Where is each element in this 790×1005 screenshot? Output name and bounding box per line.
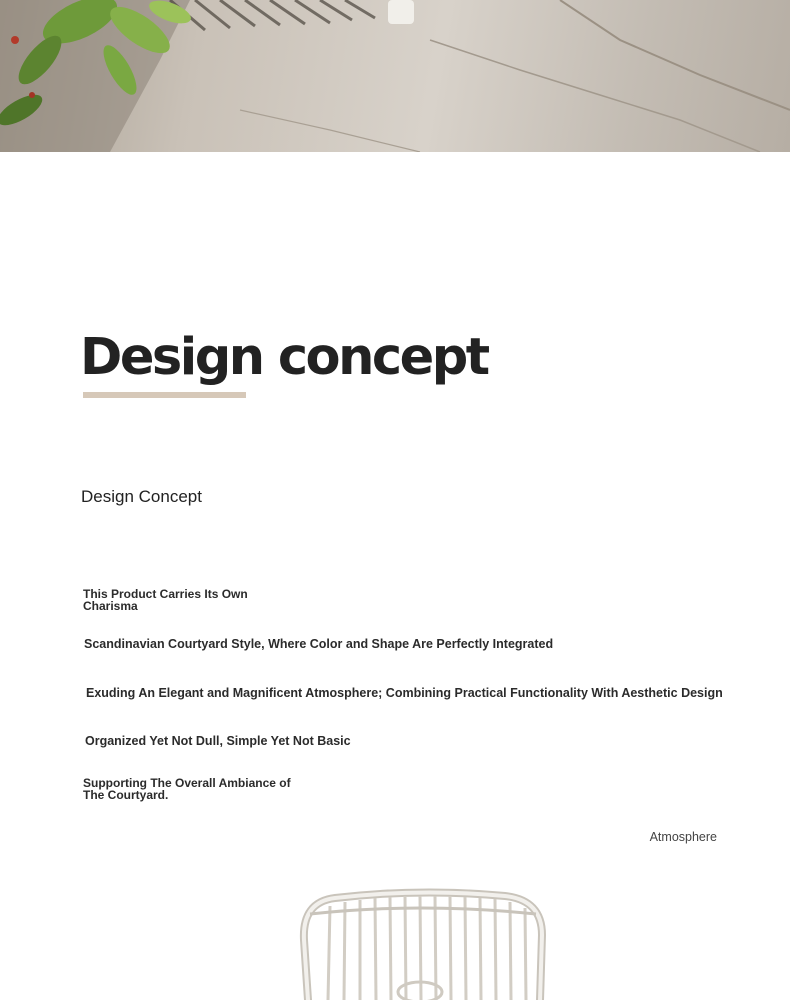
- rattan-chair-icon: [290, 880, 560, 1000]
- courtyard-photo: [0, 0, 790, 152]
- description-line-4: Organized Yet Not Dull, Simple Yet Not Basic: [85, 734, 351, 748]
- description-line-2: Scandinavian Courtyard Style, Where Color and Shape Are Perfectly Integrated: [84, 637, 554, 651]
- title-underline: [83, 392, 246, 398]
- description-line-1: This Product Carries Its Own Charisma: [83, 587, 248, 613]
- description-line-3: Exuding An Elegant and Magnificent Atmosphere; Combining Practical Functionality With Aesthetic Design: [86, 686, 723, 700]
- description-line-5: Supporting The Overall Ambiance of The Courtyard.: [83, 776, 291, 802]
- atmosphere-tag: Atmosphere: [649, 830, 717, 844]
- hero-image: [0, 0, 790, 152]
- chair-image: [290, 880, 560, 1005]
- section-subtitle: Design Concept: [81, 487, 202, 506]
- page-title: Design concept: [80, 328, 488, 387]
